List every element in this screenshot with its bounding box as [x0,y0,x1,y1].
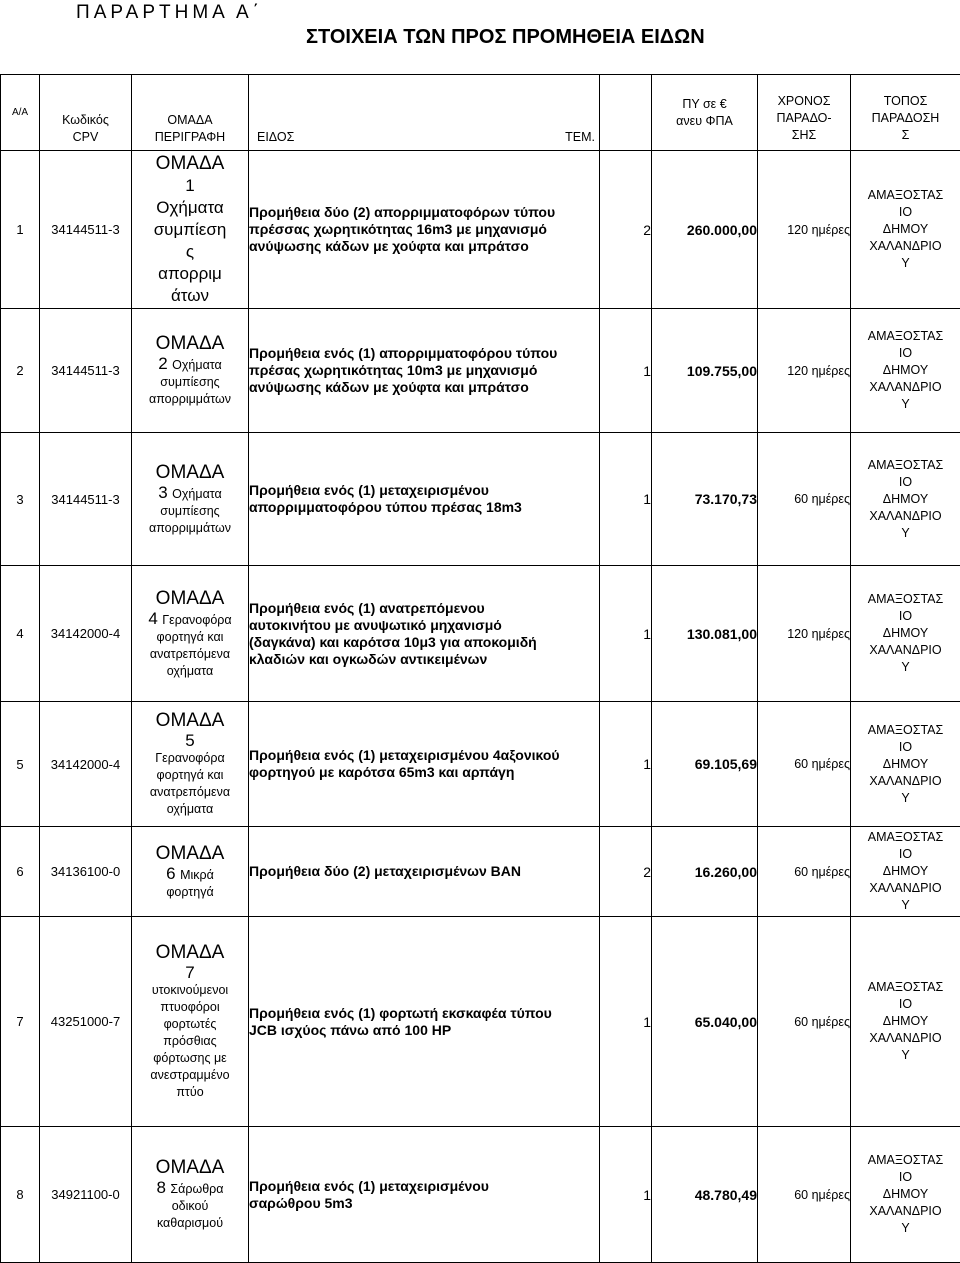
price: 130.081,00 [652,566,758,702]
col-tem-label: ΤΕΜ. [565,129,595,146]
place-line: Υ [851,790,960,807]
description-line: κλαδιών και ογκωδών αντικειμένων [249,651,599,668]
group-desc-line: απορριμμάτων [132,520,248,537]
description-line: JCB ισχύος πάνω από 100 HP [249,1022,599,1039]
delivery-place [851,917,960,1127]
price: 73.170,73 [652,433,758,566]
delivery-time: 60 ημέρες [758,433,851,566]
group-number: 5 [185,731,194,750]
group-label: ΟΜΑΔΑ [132,153,248,175]
description-line: Προμήθεια δύο (2) απορριμματοφόρων τύπου [249,204,599,221]
delivery-time: 120 ημέρες [758,309,851,433]
group-label: ΟΜΑΔΑ [132,333,248,355]
table-row [1,309,960,433]
description-line: αυτοκινήτου με ανυψωτικό μηχανισμό [249,617,599,634]
group-desc-line: συμπίεσης [132,374,248,391]
group-desc-line: ανατρεπόμενα [132,784,248,801]
cpv-code: 43251000-7 [40,917,132,1127]
delivery-place [851,433,960,566]
row-number: 2 [1,309,40,433]
table-row [1,827,960,917]
col-cpv-line2: CPV [40,129,131,146]
table-row [1,917,960,1127]
group-desc-line: φόρτωσης με [132,1050,248,1067]
col-place [851,75,960,151]
col-place-line3: Σ [851,127,960,144]
group-number: 6 [166,864,175,883]
place-line: ΧΑΛΑΝΔΡΙΟ [851,508,960,525]
quantity: 2 [600,827,652,917]
group-label: ΟΜΑΔΑ [132,942,248,964]
place-line: Υ [851,525,960,542]
place-line: ΔΗΜΟΥ [851,756,960,773]
quantity: 1 [600,1127,652,1263]
quantity: 2 [600,151,652,309]
group-desc-line: άτων [132,285,248,307]
row-number: 4 [1,566,40,702]
group-desc-line: πρόσθιας [132,1033,248,1050]
description-line: Προμήθεια ενός (1) μεταχειρισμένου [249,1178,599,1195]
group-desc-line: πτυοφόροι [132,999,248,1016]
place-line: Υ [851,396,960,413]
place-line: ΧΑΛΑΝΔΡΙΟ [851,642,960,659]
delivery-time: 120 ημέρες [758,151,851,309]
description-line: ανύψωσης κάδων με χούφτα και μπράτσο [249,238,599,255]
description-line: απορριμματοφόρου τύπου πρέσας 18m3 [249,499,599,516]
description-line: Προμήθεια ενός (1) μεταχειρισμένου [249,482,599,499]
cpv-code: 34921100-0 [40,1127,132,1263]
col-aa: Α/Α [1,75,40,151]
group-number: 1 [185,176,194,195]
place-line: ΑΜΑΞΟΣΤΑΣ [851,1152,960,1169]
group-cell [132,827,249,917]
quantity: 1 [600,566,652,702]
col-cpv [40,75,132,151]
group-desc-line: φορτηγά και [132,629,248,646]
group-desc-line: καθαρισμού [132,1215,248,1232]
col-qty [600,75,652,151]
item-description [249,827,600,917]
place-line: ΔΗΜΟΥ [851,863,960,880]
item-description [249,151,600,309]
group-desc-line: Μικρά [180,868,214,882]
group-desc-line: ανεστραμμένο [132,1067,248,1084]
group-desc-line: απορριμμάτων [132,391,248,408]
group-desc-line: οχήματα [132,801,248,818]
cpv-code: 34144511-3 [40,151,132,309]
group-desc-line: ς [132,241,248,263]
place-line: ΑΜΑΞΟΣΤΑΣ [851,591,960,608]
description-line: φορτηγού με καρότσα 65m3 και αρπάγη [249,764,599,781]
group-label: ΟΜΑΔΑ [132,1157,248,1179]
description-line: ανύψωσης κάδων με χούφτα και μπράτσο [249,379,599,396]
group-cell [132,309,249,433]
col-price-line1: ΠΥ σε € [652,96,757,113]
col-item-label: ΕΙΔΟΣ [257,129,294,146]
delivery-place [851,566,960,702]
place-line: ΑΜΑΞΟΣΤΑΣ [851,722,960,739]
description-line: (δαγκάνα) και καρότσα 10μ3 για αποκομιδή [249,634,599,651]
cpv-code: 34142000-4 [40,702,132,827]
item-description [249,917,600,1127]
group-number: 8 [156,1178,165,1197]
place-line: ΑΜΑΞΟΣΤΑΣ [851,829,960,846]
place-line: ΔΗΜΟΥ [851,221,960,238]
delivery-place [851,1127,960,1263]
quantity: 1 [600,702,652,827]
col-place-line1: ΤΟΠΟΣ [851,93,960,110]
group-desc-line: Οχήματα [132,197,248,219]
item-description [249,1127,600,1263]
col-time-line2: ΠΑΡΑΔΟ- [758,110,850,127]
row-number: 8 [1,1127,40,1263]
price: 260.000,00 [652,151,758,309]
place-line: ΧΑΛΑΝΔΡΙΟ [851,238,960,255]
group-desc-line: οχήματα [132,663,248,680]
place-line: Υ [851,1047,960,1064]
delivery-place [851,151,960,309]
group-desc-line: οδικού [132,1198,248,1215]
delivery-time: 60 ημέρες [758,1127,851,1263]
quantity: 1 [600,433,652,566]
place-line: ΔΗΜΟΥ [851,1186,960,1203]
description-line: Προμήθεια ενός (1) φορτωτή εκσκαφέα τύπου [249,1005,599,1022]
row-number: 7 [1,917,40,1127]
group-desc-line: Οχήματα [172,487,222,501]
table-row [1,151,960,309]
delivery-place [851,309,960,433]
delivery-time: 60 ημέρες [758,827,851,917]
place-line: ΧΑΛΑΝΔΡΙΟ [851,773,960,790]
group-desc-line: φορτηγά και [132,767,248,784]
col-group-line1: ΟΜΑΔΑ [132,112,248,129]
table-row [1,433,960,566]
place-line: ΔΗΜΟΥ [851,491,960,508]
group-label: ΟΜΑΔΑ [132,710,248,732]
col-price [652,75,758,151]
item-description [249,566,600,702]
place-line: ΔΗΜΟΥ [851,1013,960,1030]
place-line: ΙΟ [851,739,960,756]
header-row [1,75,960,151]
price: 109.755,00 [652,309,758,433]
group-number: 7 [185,963,194,982]
cpv-code: 34142000-4 [40,566,132,702]
table-row [1,702,960,827]
group-desc-line: φορτωτές [132,1016,248,1033]
group-desc-line: συμπίεση [132,219,248,241]
place-line: ΙΟ [851,1169,960,1186]
group-desc-line: φορτηγά [132,884,248,901]
col-time-line3: ΣΗΣ [758,127,850,144]
place-line: ΙΟ [851,846,960,863]
col-time [758,75,851,151]
row-number: 3 [1,433,40,566]
row-number: 6 [1,827,40,917]
place-line: ΔΗΜΟΥ [851,625,960,642]
group-label: ΟΜΑΔΑ [132,462,248,484]
place-line: ΙΟ [851,996,960,1013]
col-group [132,75,249,151]
item-description [249,309,600,433]
delivery-time: 120 ημέρες [758,566,851,702]
place-line: ΙΟ [851,474,960,491]
description-line: σαρώθρου 5m3 [249,1195,599,1212]
place-line: ΑΜΑΞΟΣΤΑΣ [851,979,960,996]
description-line: Προμήθεια ενός (1) ανατρεπόμενου [249,600,599,617]
items-table [0,74,960,1263]
group-desc-line: ανατρεπόμενα [132,646,248,663]
group-desc-line: Γερανοφόρα [132,750,248,767]
place-line: ΑΜΑΞΟΣΤΑΣ [851,328,960,345]
place-line: ΔΗΜΟΥ [851,362,960,379]
group-desc-line: Οχήματα [172,358,222,372]
document-title: ΣΤΟΙΧΕΙΑ ΤΩΝ ΠΡΟΣ ΠΡΟΜΗΘΕΙΑ ΕΙΔΩΝ [306,26,705,49]
group-number: 2 [158,354,167,373]
place-line: ΙΟ [851,608,960,625]
place-line: Υ [851,1220,960,1237]
description-line: Προμήθεια ενός (1) μεταχειρισμένου 4αξονικού [249,747,599,764]
quantity: 1 [600,917,652,1127]
group-desc-line: συμπίεσης [132,503,248,520]
place-line: Υ [851,659,960,676]
group-cell [132,151,249,309]
group-number: 3 [158,483,167,502]
group-cell [132,917,249,1127]
col-cpv-line1: Κωδικός [40,112,131,129]
place-line: ΧΑΛΑΝΔΡΙΟ [851,1030,960,1047]
price: 69.105,69 [652,702,758,827]
group-cell [132,702,249,827]
group-desc-line: Σάρωθρα [170,1182,223,1196]
row-number: 5 [1,702,40,827]
place-line: ΧΑΛΑΝΔΡΙΟ [851,379,960,396]
group-desc-line: πτύο [132,1084,248,1101]
item-description [249,702,600,827]
col-group-line2: ΠΕΡΙΓΡΑΦΗ [132,129,248,146]
group-desc-line: Γερανοφόρα [162,613,231,627]
place-line: ΑΜΑΞΟΣΤΑΣ [851,457,960,474]
description-line: Προμήθεια ενός (1) απορριμματοφόρου τύπου [249,345,599,362]
price: 65.040,00 [652,917,758,1127]
group-number: 4 [148,609,157,628]
delivery-place [851,702,960,827]
col-time-line1: ΧΡΟΝΟΣ [758,93,850,110]
delivery-time: 60 ημέρες [758,917,851,1127]
place-line: ΑΜΑΞΟΣΤΑΣ [851,187,960,204]
col-price-line2: ανευ ΦΠΑ [652,113,757,130]
cpv-code: 34144511-3 [40,309,132,433]
item-description [249,433,600,566]
description-line: πρέσσας χωρητικότητας 16m3 με μηχανισμό [249,221,599,238]
place-line: ΙΟ [851,204,960,221]
delivery-place [851,827,960,917]
description-line: πρέσας χωρητικότητας 10m3 με μηχανισμό [249,362,599,379]
col-item [249,75,600,151]
price: 16.260,00 [652,827,758,917]
group-desc-line: απορριμ [132,263,248,285]
table-row [1,566,960,702]
group-label: ΟΜΑΔΑ [132,588,248,610]
col-place-line2: ΠΑΡΑΔΟΣΗ [851,110,960,127]
place-line: Υ [851,255,960,272]
delivery-time: 60 ημέρες [758,702,851,827]
quantity: 1 [600,309,652,433]
description-line: Προμήθεια δύο (2) μεταχειρισμένων ΒΑΝ [249,863,599,880]
group-cell [132,566,249,702]
annex-title: ΠΑΡΑΡΤΗΜΑ Α΄ [76,2,263,24]
place-line: ΙΟ [851,345,960,362]
place-line: Υ [851,897,960,914]
group-cell [132,1127,249,1263]
cpv-code: 34144511-3 [40,433,132,566]
row-number: 1 [1,151,40,309]
price: 48.780,49 [652,1127,758,1263]
group-label: ΟΜΑΔΑ [132,843,248,865]
group-cell [132,433,249,566]
cpv-code: 34136100-0 [40,827,132,917]
group-desc-line: υτοκινούμενοι [132,982,248,999]
place-line: ΧΑΛΑΝΔΡΙΟ [851,880,960,897]
table-row [1,1127,960,1263]
place-line: ΧΑΛΑΝΔΡΙΟ [851,1203,960,1220]
